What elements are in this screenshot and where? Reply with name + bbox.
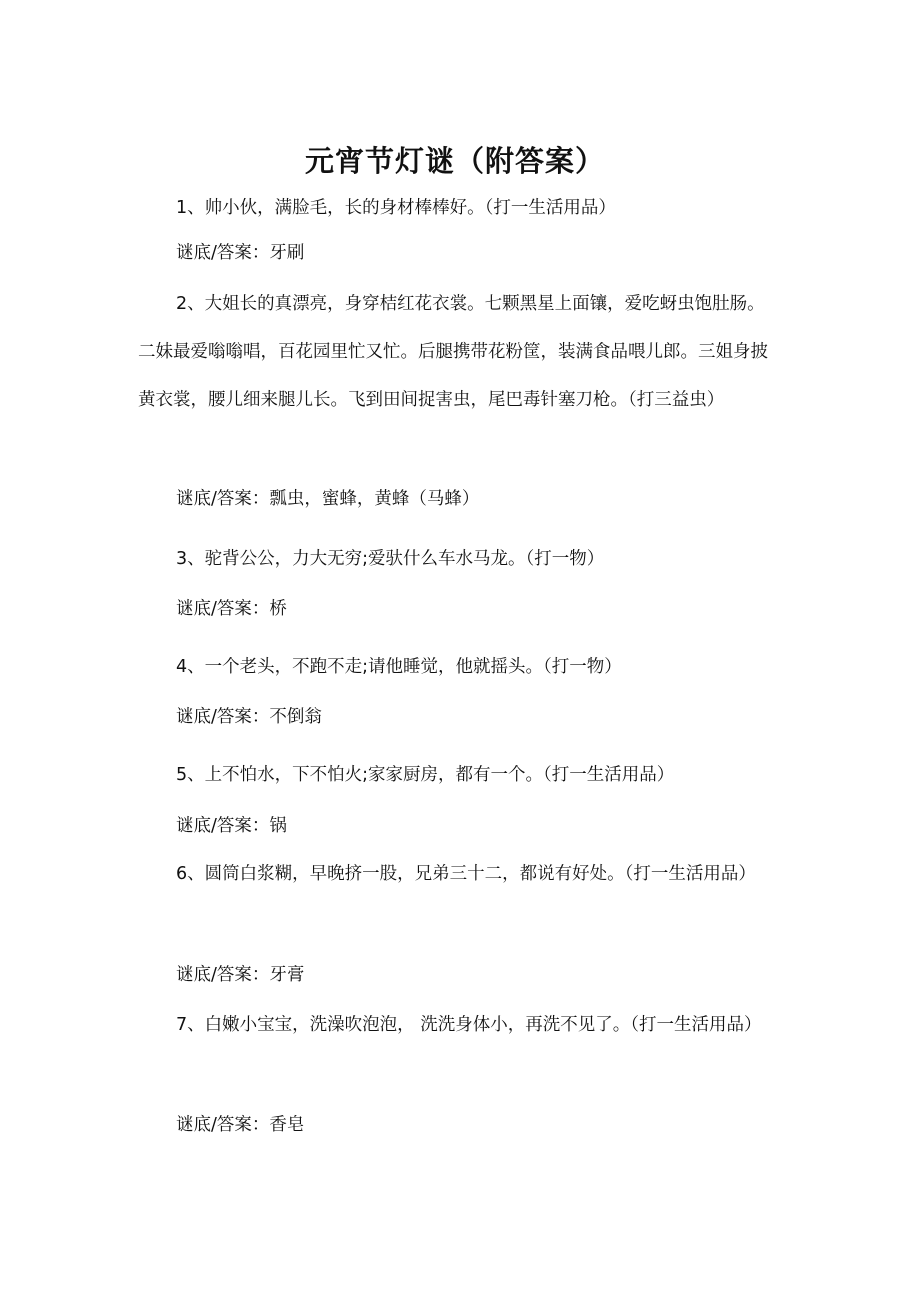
riddle-5-text: 5、上不怕水，下不怕火;家家厨房，都有一个。（打一生活用品）	[176, 765, 675, 785]
riddle-6-text: 6、圆筒白浆糊，早晚挤一股，兄弟三十二，都说有好处。（打一生活用品）	[176, 864, 756, 884]
riddle-6-answer: 谜底/答案：牙膏	[176, 965, 305, 985]
riddle-1-text: 1、帅小伙，满脸毛，长的身材棒棒好。（打一生活用品）	[176, 198, 616, 218]
riddle-5-answer: 谜底/答案：锅	[176, 816, 287, 836]
riddle-2-answer: 谜底/答案：瓢虫，蜜蜂，黄蜂（马蜂）	[176, 489, 480, 509]
riddle-4-text: 4、一个老头，不跑不走;请他睡觉，他就摇头。（打一物）	[176, 657, 622, 677]
riddle-1-answer: 谜底/答案：牙刷	[176, 243, 305, 263]
riddle-2-text: 2、大姐长的真漂亮，身穿桔红花衣裳。七颗黑星上面镶，爱吃蚜虫饱肚肠。二妹最爱嗡嗡唱，百花园里忙又忙。后腿携带花粉筐，装满食品喂儿郎。三姐身披黄衣裳，腰儿细来腿儿长。飞到田间捉害虫，尾巴毒针塞刀枪。（打三益虫）	[138, 294, 768, 410]
riddle-3-answer: 谜底/答案：桥	[176, 599, 287, 619]
riddle-7-answer: 谜底/答案：香皂	[176, 1115, 305, 1135]
riddle-3-text: 3、驼背公公，力大无穷;爱驮什么车水马龙。（打一物）	[176, 549, 605, 569]
riddle-4-answer: 谜底/答案：不倒翁	[176, 707, 322, 727]
riddle-7-text: 7、白嫩小宝宝，洗澡吹泡泡， 洗洗身体小，再洗不见了。（打一生活用品）	[176, 1015, 762, 1035]
page-title: 元宵节灯谜（附答案）	[304, 144, 605, 179]
